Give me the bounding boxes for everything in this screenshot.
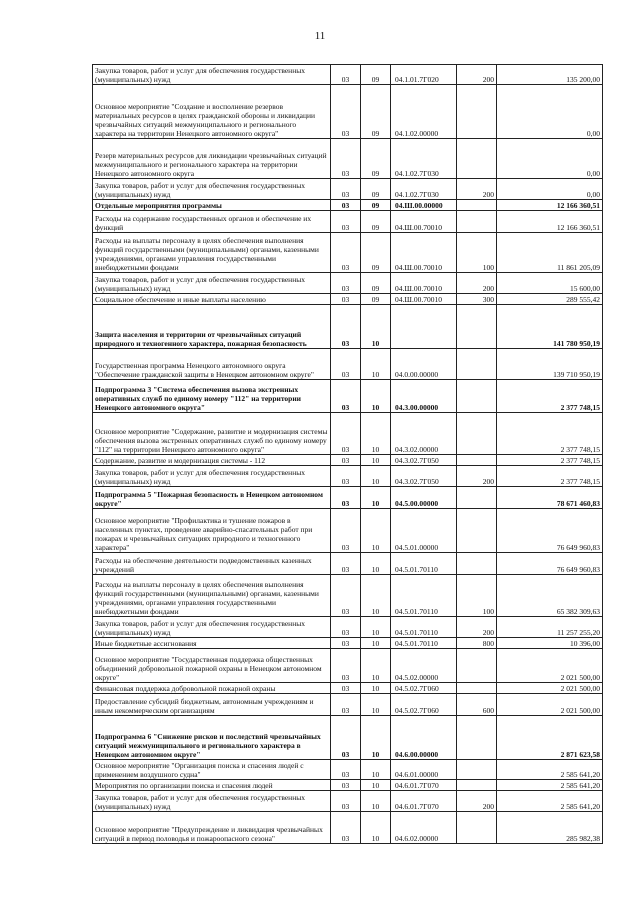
row-name: Закупка товаров, работ и услуг для обеспечения государственных (муниципальных) нужд [93, 791, 331, 812]
row-section: 03 [331, 305, 361, 349]
row-section: 03 [331, 780, 361, 791]
row-expense-type: 800 [457, 638, 497, 649]
row-name: Иные бюджетные ассигнования [93, 638, 331, 649]
row-subsection: 09 [361, 200, 391, 211]
row-amount: 135 200,00 [497, 65, 603, 85]
table-row [93, 780, 603, 791]
row-name: Закупка товаров, работ и услуг для обеспечения государственных (муниципальных) нужд [93, 273, 331, 294]
row-section: 03 [331, 716, 361, 760]
row-amount: 11 257 255,20 [497, 617, 603, 638]
table-row [93, 716, 603, 760]
row-amount: 65 382 309,63 [497, 575, 603, 617]
row-amount: 289 555,42 [497, 294, 603, 305]
row-name: Расходы на содержание государственных органов и обеспечение их функций [93, 211, 331, 233]
row-section: 03 [331, 380, 361, 413]
row-amount: 12 166 360,51 [497, 200, 603, 211]
row-name: Основное мероприятие "Организация поиска и спасения людей с применением воздушного судна" [93, 760, 331, 780]
row-section: 03 [331, 273, 361, 294]
row-subsection: 09 [361, 179, 391, 200]
row-target-code: 04.5.01.70110 [391, 638, 457, 649]
row-amount: 285 982,38 [497, 812, 603, 844]
row-name: Закупка товаров, работ и услуг для обеспечения государственных (муниципальных) нужд [93, 65, 331, 85]
row-section: 03 [331, 638, 361, 649]
row-subsection: 10 [361, 466, 391, 487]
row-expense-type: 100 [457, 575, 497, 617]
row-name: Отдельные мероприятия программы [93, 200, 331, 211]
row-target-code: 04.5.01.70110 [391, 553, 457, 575]
row-target-code: 04.5.00.00000 [391, 487, 457, 509]
row-expense-type [457, 780, 497, 791]
row-name: Расходы на выплаты персоналу в целях обеспечения выполнения функций государственными (муниципальными) органами, казенными учреждениями, органами управления государственными внебюджетными фондами [93, 575, 331, 617]
row-target-code: 04.6.00.00000 [391, 716, 457, 760]
row-expense-type [457, 455, 497, 466]
row-expense-type [457, 211, 497, 233]
row-subsection: 10 [361, 716, 391, 760]
table-row [93, 294, 603, 305]
row-name: Расходы на обеспечение деятельности подведомственных казенных учреждений [93, 553, 331, 575]
row-amount: 76 649 960,83 [497, 509, 603, 553]
row-name: Закупка товаров, работ и услуг для обеспечения государственных (муниципальных) нужд [93, 179, 331, 200]
row-name: Закупка товаров, работ и услуг для обеспечения государственных (муниципальных) нужд [93, 617, 331, 638]
row-target-code: 04.3.02.00000 [391, 413, 457, 455]
row-target-code: 04.5.02.00000 [391, 649, 457, 683]
table-row [93, 683, 603, 694]
row-section: 03 [331, 694, 361, 716]
table-row [93, 509, 603, 553]
table-row [93, 179, 603, 200]
row-name: Основное мероприятие "Содержание, развитие и модернизация системы обеспечения вызова экстренных оперативных служб по единому номеру "112" на территории Ненецкого автономного округа" [93, 413, 331, 455]
table-row [93, 211, 603, 233]
row-section: 03 [331, 294, 361, 305]
row-amount: 0,00 [497, 139, 603, 179]
row-target-code: 04.5.01.00000 [391, 509, 457, 553]
row-subsection: 10 [361, 380, 391, 413]
row-section: 03 [331, 649, 361, 683]
row-expense-type [457, 683, 497, 694]
row-expense-type [457, 760, 497, 780]
row-name: Подпрограмма 6 "Снижение рисков и последствий чрезвычайных ситуаций межмуниципального и регионального характера в Ненецком автономном округе" [93, 716, 331, 760]
row-name: Основное мероприятие "Предупреждение и ликвидация чрезвычайных ситуаций в период половодья и пожароопасного сезона" [93, 812, 331, 844]
row-expense-type [457, 413, 497, 455]
row-expense-type: 300 [457, 294, 497, 305]
row-name: Резерв материальных ресурсов для ликвидации чрезвычайных ситуаций межмуниципального и регионального характера на территории Ненецкого автономного округа [93, 139, 331, 179]
row-amount: 2 377 748,15 [497, 413, 603, 455]
table-row [93, 200, 603, 211]
row-subsection: 09 [361, 139, 391, 179]
row-section: 03 [331, 139, 361, 179]
row-expense-type [457, 380, 497, 413]
row-subsection: 09 [361, 65, 391, 85]
row-amount: 10 396,00 [497, 638, 603, 649]
row-name: Финансовая поддержка добровольной пожарной охраны [93, 683, 331, 694]
table-row [93, 380, 603, 413]
row-section: 03 [331, 466, 361, 487]
row-expense-type [457, 305, 497, 349]
row-target-code: 04.Ш.00.70010 [391, 294, 457, 305]
row-target-code: 04.1.01.7Г020 [391, 65, 457, 85]
row-section: 03 [331, 509, 361, 553]
row-amount: 76 649 960,83 [497, 553, 603, 575]
row-section: 03 [331, 791, 361, 812]
row-subsection: 10 [361, 509, 391, 553]
row-amount: 2 585 641,20 [497, 760, 603, 780]
row-target-code: 04.5.02.7Г060 [391, 683, 457, 694]
row-amount: 2 377 748,15 [497, 380, 603, 413]
row-section: 03 [331, 211, 361, 233]
row-expense-type: 100 [457, 233, 497, 273]
table-row [93, 455, 603, 466]
row-section: 03 [331, 812, 361, 844]
row-name: Подпрограмма 5 "Пожарная безопасность в Ненецком автономном округе" [93, 487, 331, 509]
row-section: 03 [331, 575, 361, 617]
row-expense-type [457, 509, 497, 553]
row-expense-type [457, 716, 497, 760]
row-target-code: 04.Ш.00.00000 [391, 200, 457, 211]
row-expense-type: 200 [457, 617, 497, 638]
row-expense-type [457, 85, 497, 139]
row-target-code: 04.Ш.00.70010 [391, 233, 457, 273]
row-target-code: 04.5.01.70110 [391, 575, 457, 617]
table-row [93, 791, 603, 812]
page-number: 11 [314, 30, 326, 42]
row-name: Основное мероприятие "Профилактика и тушение пожаров в населенных пунктах, проведение аварийно-спасательных работ при пожарах и чрезвычайных ситуациях природного и техногенного характера" [93, 509, 331, 553]
row-amount: 0,00 [497, 179, 603, 200]
table-row [93, 694, 603, 716]
row-subsection: 10 [361, 649, 391, 683]
row-target-code: 04.6.02.00000 [391, 812, 457, 844]
row-amount: 2 585 641,20 [497, 780, 603, 791]
table-row [93, 487, 603, 509]
row-subsection: 10 [361, 455, 391, 466]
row-subsection: 10 [361, 617, 391, 638]
row-target-code: 04.0.00.00000 [391, 349, 457, 380]
row-section: 03 [331, 179, 361, 200]
row-target-code: 04.6.01.7Г070 [391, 791, 457, 812]
row-subsection: 10 [361, 683, 391, 694]
row-target-code: 04.3.00.00000 [391, 380, 457, 413]
row-subsection: 10 [361, 638, 391, 649]
row-target-code: 04.1.02.7Г030 [391, 139, 457, 179]
row-subsection: 10 [361, 694, 391, 716]
row-target-code: 04.Ш.00.70010 [391, 211, 457, 233]
table-row [93, 575, 603, 617]
row-name: Основное мероприятие "Государственная поддержка общественных объединений добровольной пожарной охраны в Ненецком автономном округе" [93, 649, 331, 683]
table-row [93, 349, 603, 380]
row-subsection: 09 [361, 211, 391, 233]
row-target-code: 04.6.01.7Г070 [391, 780, 457, 791]
row-name: Предоставление субсидий бюджетным, автономным учреждениям и иным некоммерческим организациям [93, 694, 331, 716]
row-section: 03 [331, 455, 361, 466]
table-row [93, 305, 603, 349]
row-section: 03 [331, 85, 361, 139]
table-row [93, 466, 603, 487]
row-target-code: 04.5.01.70110 [391, 617, 457, 638]
row-target-code: 04.3.02.7Г050 [391, 466, 457, 487]
row-section: 03 [331, 553, 361, 575]
table-row [93, 413, 603, 455]
row-subsection: 09 [361, 294, 391, 305]
row-section: 03 [331, 233, 361, 273]
row-subsection: 10 [361, 791, 391, 812]
table-row [93, 85, 603, 139]
row-subsection: 10 [361, 780, 391, 791]
row-target-code: 04.1.02.7Г030 [391, 179, 457, 200]
row-section: 03 [331, 65, 361, 85]
row-name: Подпрограмма 3 "Система обеспечения вызова экстренных оперативных служб по единому номеру "112" на территории Ненецкого автономного округа" [93, 380, 331, 413]
row-amount: 2 021 500,00 [497, 649, 603, 683]
row-amount: 2 021 500,00 [497, 694, 603, 716]
row-section: 03 [331, 487, 361, 509]
table-row [93, 617, 603, 638]
row-amount: 78 671 460,83 [497, 487, 603, 509]
row-expense-type [457, 553, 497, 575]
budget-table-body [93, 65, 603, 844]
table-row [93, 553, 603, 575]
table-row [93, 638, 603, 649]
row-amount: 15 600,00 [497, 273, 603, 294]
row-expense-type [457, 200, 497, 211]
row-subsection: 09 [361, 85, 391, 139]
row-amount: 2 871 623,58 [497, 716, 603, 760]
row-name: Государственная программа Ненецкого автономного округа "Обеспечение гражданской защиты в Ненецком автономном округе" [93, 349, 331, 380]
table-row [93, 65, 603, 85]
row-name: Основное мероприятие "Создание и восполнение резервов материальных ресурсов в целях гражданской обороны и ликвидации чрезвычайных ситуаций межмуниципального и регионального характера на территории Ненецкого автономного округа" [93, 85, 331, 139]
row-expense-type [457, 349, 497, 380]
row-name: Социальное обеспечение и иные выплаты населению [93, 294, 331, 305]
row-name: Расходы на выплаты персоналу в целях обеспечения выполнения функций государственными (муниципальными) органами, казенными учреждениями, органами управления государственными внебюджетными фондами [93, 233, 331, 273]
table-row [93, 139, 603, 179]
row-target-code: 04.5.02.7Г060 [391, 694, 457, 716]
row-target-code: 04.6.01.00000 [391, 760, 457, 780]
row-name: Защита населения и территории от чрезвычайных ситуаций природного и техногенного характера, пожарная безопасность [93, 305, 331, 349]
row-subsection: 10 [361, 349, 391, 380]
row-subsection: 09 [361, 273, 391, 294]
row-expense-type: 200 [457, 65, 497, 85]
row-amount: 2 021 500,00 [497, 683, 603, 694]
row-expense-type [457, 139, 497, 179]
budget-table [92, 64, 603, 844]
row-expense-type: 200 [457, 179, 497, 200]
row-section: 03 [331, 200, 361, 211]
row-target-code: 04.1.02.00000 [391, 85, 457, 139]
row-expense-type [457, 812, 497, 844]
row-expense-type: 600 [457, 694, 497, 716]
row-amount: 139 710 950,19 [497, 349, 603, 380]
table-row [93, 233, 603, 273]
row-subsection: 10 [361, 760, 391, 780]
row-section: 03 [331, 617, 361, 638]
row-subsection: 10 [361, 812, 391, 844]
row-subsection: 09 [361, 233, 391, 273]
row-expense-type [457, 649, 497, 683]
row-section: 03 [331, 413, 361, 455]
row-amount: 2 377 748,15 [497, 455, 603, 466]
row-name: Мероприятия по организации поиска и спасения людей [93, 780, 331, 791]
row-subsection: 10 [361, 413, 391, 455]
row-subsection: 10 [361, 487, 391, 509]
row-amount: 2 585 641,20 [497, 791, 603, 812]
table-row [93, 649, 603, 683]
table-row [93, 760, 603, 780]
row-section: 03 [331, 683, 361, 694]
row-expense-type: 200 [457, 791, 497, 812]
row-amount: 2 377 748,15 [497, 466, 603, 487]
row-name: Закупка товаров, работ и услуг для обеспечения государственных (муниципальных) нужд [93, 466, 331, 487]
row-target-code [391, 305, 457, 349]
row-target-code: 04.3.02.7Г050 [391, 455, 457, 466]
row-amount: 11 861 205,09 [497, 233, 603, 273]
row-subsection: 10 [361, 305, 391, 349]
row-section: 03 [331, 760, 361, 780]
row-section: 03 [331, 349, 361, 380]
table-row [93, 273, 603, 294]
row-amount: 141 780 950,19 [497, 305, 603, 349]
row-subsection: 10 [361, 553, 391, 575]
row-name: Содержание, развитие и модернизация системы - 112 [93, 455, 331, 466]
row-expense-type: 200 [457, 273, 497, 294]
row-target-code: 04.Ш.00.70010 [391, 273, 457, 294]
row-amount: 12 166 360,51 [497, 211, 603, 233]
row-subsection: 10 [361, 575, 391, 617]
row-expense-type [457, 487, 497, 509]
table-row [93, 812, 603, 844]
row-expense-type: 200 [457, 466, 497, 487]
row-amount: 0,00 [497, 85, 603, 139]
